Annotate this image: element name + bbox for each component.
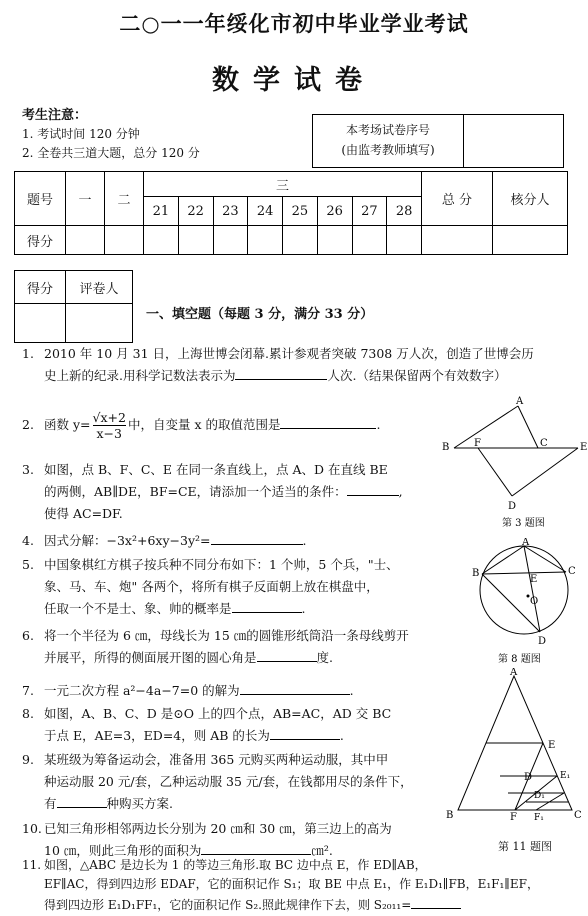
col-q23: 23 — [213, 197, 248, 226]
question-text: 函数 y= — [44, 417, 91, 432]
question-number: 6. — [22, 628, 34, 643]
fig8-label-o: O — [530, 596, 539, 607]
answer-blank[interactable] — [240, 680, 350, 695]
question-text: 中，自变量 x 的取值范围是 — [127, 417, 281, 432]
fig8-label-a: A — [522, 538, 530, 548]
figure-3 — [440, 392, 588, 532]
question-number: 9. — [22, 752, 34, 767]
question-text: 于点 E，AE=3，ED=4，则 AB 的长为 — [44, 728, 270, 743]
score-cell[interactable] — [144, 226, 179, 255]
fig3-label-e: E — [580, 442, 588, 453]
score-cell[interactable] — [178, 226, 213, 255]
question-text: 如图，点 B、F、C、E 在同一条直线上，点 A、D 在直线 BE — [44, 462, 388, 477]
question-5: 5. 中国象棋红方棋子按兵种不同分布如下：1 个帅，5 个兵，"士、 象、马、车、炮" 各两个，将所有棋子反面朝上放在棋盘中， 任取一个不是士、象、帅的概率是 . — [22, 554, 442, 620]
fig3-label-c: C — [540, 438, 548, 449]
question-text: 象、马、车、炮" 各两个，将所有棋子反面朝上放在棋盘中， — [44, 579, 379, 594]
col-q25: 25 — [283, 197, 318, 226]
fig8-label-b: B — [472, 568, 480, 579]
score-cell[interactable] — [248, 226, 283, 255]
question-text: 任取一个不是士、象、帅的概率是 — [44, 601, 232, 616]
fig8-caption: 第 8 题图 — [498, 654, 541, 665]
fig3-caption: 第 3 题图 — [502, 518, 545, 529]
notice-heading: 考生注意： — [22, 108, 88, 123]
section-1-heading: 一、填空题（每题 3 分，满分 33 分） — [146, 307, 374, 322]
question-number: 7. — [22, 683, 34, 698]
grader-score-label: 得分 — [15, 271, 66, 304]
fig11-label-d: D — [524, 772, 533, 783]
col-q22: 22 — [178, 197, 213, 226]
col-checker: 核分人 — [493, 172, 568, 226]
fig11-label-a: A — [510, 668, 518, 678]
question-number: 5. — [22, 557, 34, 572]
fig11-label-b: B — [446, 810, 454, 821]
question-8: 8. 如图，A、B、C、D 是⊙O 上的四个点，AB=AC，AD 交 BC 于点 E，AE=3，ED=4，则 AB 的长为 . — [22, 703, 432, 747]
exam-title: 二○一一年绥化市初中毕业学业考试 — [119, 11, 469, 36]
question-text: 如图，△ABC 是边长为 1 的等边三角形.取 BC 边中点 E，作 ED∥AB， — [44, 858, 427, 872]
question-number: 3. — [22, 462, 34, 477]
question-number: 1. — [22, 346, 34, 361]
question-text: 史上新的纪录.用科学记数法表示为 — [44, 368, 236, 383]
fig3-label-f: F — [474, 438, 481, 449]
question-11 — [22, 856, 578, 915]
question-text: 种购买方案. — [106, 796, 173, 811]
grader-score-cell[interactable] — [15, 304, 66, 343]
question-text: 有 — [44, 796, 57, 811]
col-q28: 28 — [387, 197, 422, 226]
col-q26: 26 — [317, 197, 352, 226]
answer-blank[interactable] — [347, 481, 399, 496]
col-q27: 27 — [352, 197, 387, 226]
score-cell[interactable] — [213, 226, 248, 255]
question-text: 得到四边形 E₁D₁FF₁，它的面积记作 S₂.照此规律作下去，则 S₂₀₁₁= — [44, 898, 412, 912]
question-text: 种运动服 20 元/套，乙种运动服 35 元/套，在钱都用尽的条件下， — [44, 774, 413, 789]
question-number: 10. — [22, 821, 42, 836]
fig11-caption: 第 11 题图 — [498, 840, 552, 853]
fig11-label-e1: E₁ — [560, 771, 571, 781]
answer-blank[interactable] — [201, 840, 311, 855]
question-number: 4. — [22, 533, 34, 548]
col-q24: 24 — [248, 197, 283, 226]
question-text: 中国象棋红方棋子按兵种不同分布如下：1 个帅，5 个兵，"士、 — [44, 557, 399, 572]
col-part-1: 一 — [66, 172, 105, 226]
candidate-notice — [22, 106, 200, 163]
col-part-2: 二 — [105, 172, 144, 226]
score-cell[interactable] — [352, 226, 387, 255]
question-number: 8. — [22, 706, 34, 721]
notice-line-1: 1. 考试时间 120 分钟 — [22, 127, 140, 141]
sequence-label — [313, 115, 464, 167]
question-text: 10 ㎝，则此三角形的面积为 — [44, 843, 202, 858]
question-1 — [22, 343, 570, 387]
question-text: EF∥AC，得到四边形 EDAF，它的面积记作 S₁；取 BE 中点 E₁，作 E₁D₁∥FB，E₁F₁∥EF， — [44, 877, 539, 891]
question-6 — [22, 625, 452, 669]
answer-blank[interactable] — [270, 725, 340, 740]
fig8-label-c: C — [568, 566, 576, 577]
fraction-numerator: √x+2 — [92, 410, 126, 425]
score-cell[interactable] — [283, 226, 318, 255]
question-4: 4. 因式分解：−3x²+6xy−3y²= . — [22, 530, 306, 552]
figure-8 — [470, 538, 580, 668]
question-number: 11. — [22, 858, 42, 872]
question-text: 某班级为筹备运动会，准备用 365 元购买两种运动服，其中甲 — [44, 752, 389, 767]
sequence-input-cell[interactable] — [464, 115, 563, 167]
question-text: 将一个半径为 6 ㎝，母线长为 15 ㎝的圆锥形纸筒沿一条母线剪开 — [44, 628, 409, 643]
question-text: 并展平，所得的侧面展开图的圆心角是 — [44, 650, 257, 665]
answer-blank[interactable] — [411, 894, 461, 909]
score-cell[interactable] — [387, 226, 422, 255]
exam-subtitle: 数学试卷 — [212, 65, 376, 96]
fig3-label-a: A — [516, 396, 524, 407]
figure-11 — [440, 668, 588, 830]
score-row-label: 题号 — [15, 172, 66, 226]
question-text: 因式分解：−3x²+6xy−3y²= — [44, 533, 211, 548]
answer-blank[interactable] — [280, 414, 376, 429]
fig11-label-e: E — [548, 740, 556, 751]
score-cell[interactable] — [66, 226, 105, 255]
question-text: 已知三角形相邻两边长分别为 20 ㎝和 30 ㎝，第三边上的高为 — [44, 821, 392, 836]
paper-sequence-box — [312, 114, 564, 168]
score-row2-label: 得分 — [15, 226, 66, 255]
answer-blank[interactable] — [235, 365, 327, 380]
question-2: 2. 函数 y= $\frac{√x+2}{x-3}$ 中，自变量 x 的取值范围是 . — [22, 410, 381, 441]
grader-name-label: 评卷人 — [66, 271, 133, 304]
fig11-label-c: C — [574, 810, 582, 821]
score-cell[interactable] — [317, 226, 352, 255]
fig11-label-f: F — [510, 812, 517, 823]
col-total: 总 分 — [422, 172, 493, 226]
grader-name-cell[interactable] — [66, 304, 133, 343]
question-7: 7. 一元二次方程 a²−4a−7=0 的解为 . — [22, 680, 354, 702]
col-part-3: 三 — [144, 172, 422, 197]
sequence-label-line2: (由监考教师填写) — [341, 143, 435, 157]
fig3-label-d: D — [508, 501, 517, 512]
fig8-label-e: E — [530, 574, 538, 585]
fraction-denominator: x−3 — [96, 426, 122, 441]
fig8-label-d: D — [538, 636, 547, 647]
question-text: ㎝². — [311, 843, 333, 858]
question-number: 2. — [22, 417, 34, 432]
score-cell[interactable] — [422, 226, 493, 255]
question-9 — [22, 749, 442, 815]
grader-table — [14, 270, 133, 343]
fig11-label-d1: D₁ — [534, 791, 545, 801]
score-cell[interactable] — [105, 226, 144, 255]
score-table — [14, 171, 568, 255]
answer-blank[interactable] — [57, 793, 107, 808]
question-text: 度. — [316, 650, 333, 665]
score-cell[interactable] — [493, 226, 568, 255]
function-fraction — [93, 410, 126, 441]
question-text: 2010 年 10 月 31 日，上海世博会闭幕.累计参观者突破 7308 万人次，创造了世博会历 — [44, 346, 534, 361]
sequence-label-line1: 本考场试卷序号 — [345, 123, 430, 137]
fig11-label-f1: F₁ — [534, 813, 544, 823]
question-text: 一元二次方程 a²−4a−7=0 的解为 — [44, 683, 240, 698]
question-text: 使得 AC=DF. — [44, 506, 123, 521]
question-text: 如图，A、B、C、D 是⊙O 上的四个点，AB=AC，AD 交 BC — [44, 706, 392, 721]
notice-line-2: 2. 全卷共三道大题，总分 120 分 — [22, 146, 200, 160]
fig3-label-b: B — [442, 442, 450, 453]
answer-blank[interactable] — [257, 647, 317, 662]
question-text: 人次.（结果保留两个有效数字） — [327, 368, 507, 383]
answer-blank[interactable] — [232, 598, 302, 613]
col-q21: 21 — [144, 197, 179, 226]
answer-blank[interactable] — [211, 530, 303, 545]
question-3: 3. 如图，点 B、F、C、E 在同一条直线上，点 A、D 在直线 BE 的两侧，AB∥DE，BF=CE，请添加一个适当的条件： , 使得 AC=DF. — [22, 459, 442, 525]
question-text: 的两侧，AB∥DE，BF=CE，请添加一个适当的条件： — [44, 484, 347, 499]
